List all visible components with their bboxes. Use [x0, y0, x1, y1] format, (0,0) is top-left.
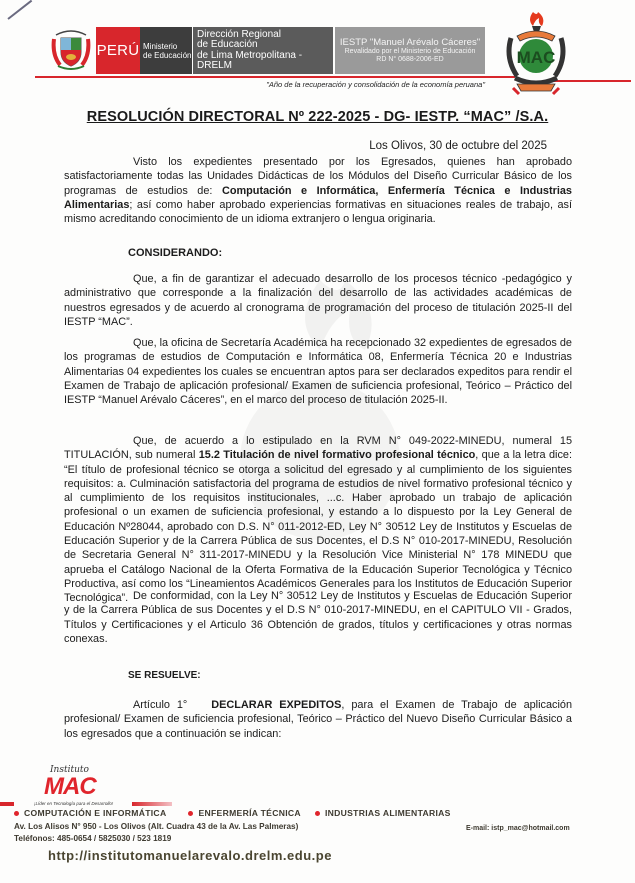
footer-redline-right	[132, 802, 172, 806]
footer-program-1	[14, 808, 166, 818]
articulo-label: Artículo 1°	[133, 699, 188, 711]
bullet-icon	[315, 811, 320, 816]
peru-coat-of-arms-icon	[50, 25, 92, 71]
considerando-paragraph-2: Que, la oficina de Secretaría Académica ha recepcionado 32 expedientes de egresados de los programas de estudios de Computación e Informática 08, Enfermería Técnica 20 e Industrias Alimentarias 04 expedientes los cuales se encuentran aptos para ser declarados expeditos para rendir el Examen de Trabajo de aplicación profesional/ Examen de suficiencia profesional, Teórico – Práctico del IESTP “Manuel Arévalo Cáceres”, en el marco del proceso de titulación 2025-II.	[64, 337, 572, 407]
footer-logo-main: MAC	[44, 773, 96, 800]
svg-text:MAC: MAC	[516, 48, 556, 67]
header-divider-left	[35, 76, 515, 78]
dre-line-2: de Educación	[197, 39, 258, 50]
bullet-icon	[14, 811, 19, 816]
mac-institute-logo-icon	[503, 8, 569, 96]
bullet-icon	[188, 811, 193, 816]
visto-programs: Computación e Informática, Enfermería Técnica e Industrias Alimentarias	[64, 184, 572, 211]
footer-phones: Teléfonos: 485-0654 / 5825030 / 523 1819	[14, 834, 172, 843]
considerando-heading: CONSIDERANDO:	[128, 247, 223, 259]
considerando-paragraph-1: Que, a fin de garantizar el adecuado desarrollo de los procesos técnico -pedagógico y administrativo que corresponde a la finalización del desarrollo de las actividades académicas de nuestros egresados y de acuerdo al cronograma de programación del proceso de titulación 2025-II del IESTP “MAC”.	[64, 273, 572, 328]
iestp-line-1: IESTP "Manuel Arévalo Cáceres"	[339, 36, 481, 48]
document-date: Los Olivos, 30 de octubre del 2025	[369, 140, 547, 152]
conformidad-paragraph: De conformidad, con la Ley N° 30512 Ley de Institutos y Escuelas de Educación Superior y de la Carrera Pública de sus Docentes y el D.S N° 010-2017-MINEDU, en el CAPITULO VII - Grados, Títulos y Certificaciones y el Articulo 36 Obtención de grados, títulos y certificaciones y otras normas conexas.	[64, 590, 572, 645]
resolution-title: RESOLUCIÓN DIRECTORAL Nº 222-2025 - DG- IESTP. “MAC” /S.A.	[86, 109, 549, 125]
visto-paragraph	[64, 155, 572, 226]
ministry-line-2: de Educación	[143, 50, 192, 60]
articulo-text: , para el Examen de Trabajo de aplicación profesional/ Examen de suficiencia profesional, Teórico – Práctico del Nuevo Diseño Curricular Básico a los egresados que a continuación se indican:	[64, 699, 572, 740]
footer-redline-left	[0, 802, 14, 806]
peru-label: PERÚ	[96, 27, 140, 74]
dre-line-3: de Lima Metropolitana - DRELM	[197, 49, 303, 71]
footer-logo-top: Instituto	[50, 765, 89, 775]
footer-address: Av. Los Alisos N° 950 - Los Olivos (Alt. Cuadra 43 de la Av. Las Palmeras)	[14, 822, 299, 831]
ministry-line-1: Ministerio	[143, 41, 178, 51]
rvm-text-end: , que a la letra dice: “El título de profesional técnico se otorga a solicitud del egresado y al cumplimiento de los siguientes requisitos: a. Culminación satisfactoria del programa de estudios de nivel formativo profesional técnico y al cumplimiento de los requisitos institucionales, ...c. Haber aprobado un trabajo de aplicación profesional o un examen de suficiencia profesional, y estando a lo dispuesto por la Ley General de Educación Nº28044, aprobado con D.S. N° 011-2012-ED, Ley N° 30512 Ley de Institutos y Escuelas de Educación Superior y de la Carrera Pública de sus Docentes, el D.S N° 010-2017-MINEDU, Resolución de Secretaria General N° 311-2017-MINEDU y la Resolución Vice Ministerial N° 178 MINEDU que aprueba el Catálogo Nacional de la Oferta Formativa de la Educación Superior Tecnológica y Técnico Productiva, así como los “Lineamientos Académicos Generales para los Institutos de Educación Superior Tecnológica”.	[64, 449, 572, 605]
footer-email[interactable]: E-mail: istp_mac@hotmail.com	[466, 825, 570, 832]
ministry-label	[140, 27, 192, 74]
footer-logo-tagline: ¡Líder en Tecnología para el Desarrollo!	[34, 801, 114, 806]
year-motto: "Año de la recuperación y consolidación de la economía peruana"	[266, 80, 485, 89]
visto-text: Visto los expedientes presentado por los Egresados, quienes han aprobado satisfactoriamente todas las Unidades Didácticas de los Módulos del Diseño Curricular Básico de los programas de estudios de:	[64, 156, 572, 197]
footer-website-link[interactable]: http://institutomanuelarevalo.drelm.edu.pe	[48, 848, 332, 863]
visto-text-end: ; así como haber aprobado experiencias formativas en situaciones reales de trabajo, así mismo acreditando conocimiento de un idioma extranjero o lengua originaria.	[64, 198, 572, 226]
iestp-line-3: RD N° 0688-2006-ED	[376, 55, 444, 63]
iestp-line-2: Revalidado por el Ministerio de Educación	[344, 47, 476, 55]
footer-program-2	[188, 808, 300, 818]
considerando-paragraph-3	[64, 434, 572, 606]
se-resuelve-heading: SE RESUELVE:	[128, 670, 201, 681]
dre-line-1: Dirección Regional	[197, 28, 281, 40]
footer-program-3	[315, 808, 451, 818]
program-label: COMPUTACIÓN E INFORMÁTICA	[24, 808, 167, 818]
rvm-subnumeral: 15.2 Titulación de nivel formativo profesional técnico	[198, 449, 476, 462]
program-label: INDUSTRIAS ALIMENTARIAS	[324, 808, 451, 818]
program-label: ENFERMERÍA TÉCNICA	[198, 808, 301, 818]
dre-label	[193, 27, 333, 74]
iestp-label	[335, 27, 485, 74]
letterhead	[0, 0, 635, 100]
rvm-text: Que, de acuerdo a lo estipulado en la RVM N° 049-2022-MINEDU, numeral 15 TITULACIÓN, sub numeral	[64, 435, 572, 462]
articulo-1-paragraph	[64, 698, 572, 741]
footer-programs	[14, 808, 451, 818]
articulo-action: DECLARAR EXPEDITOS	[211, 699, 342, 711]
